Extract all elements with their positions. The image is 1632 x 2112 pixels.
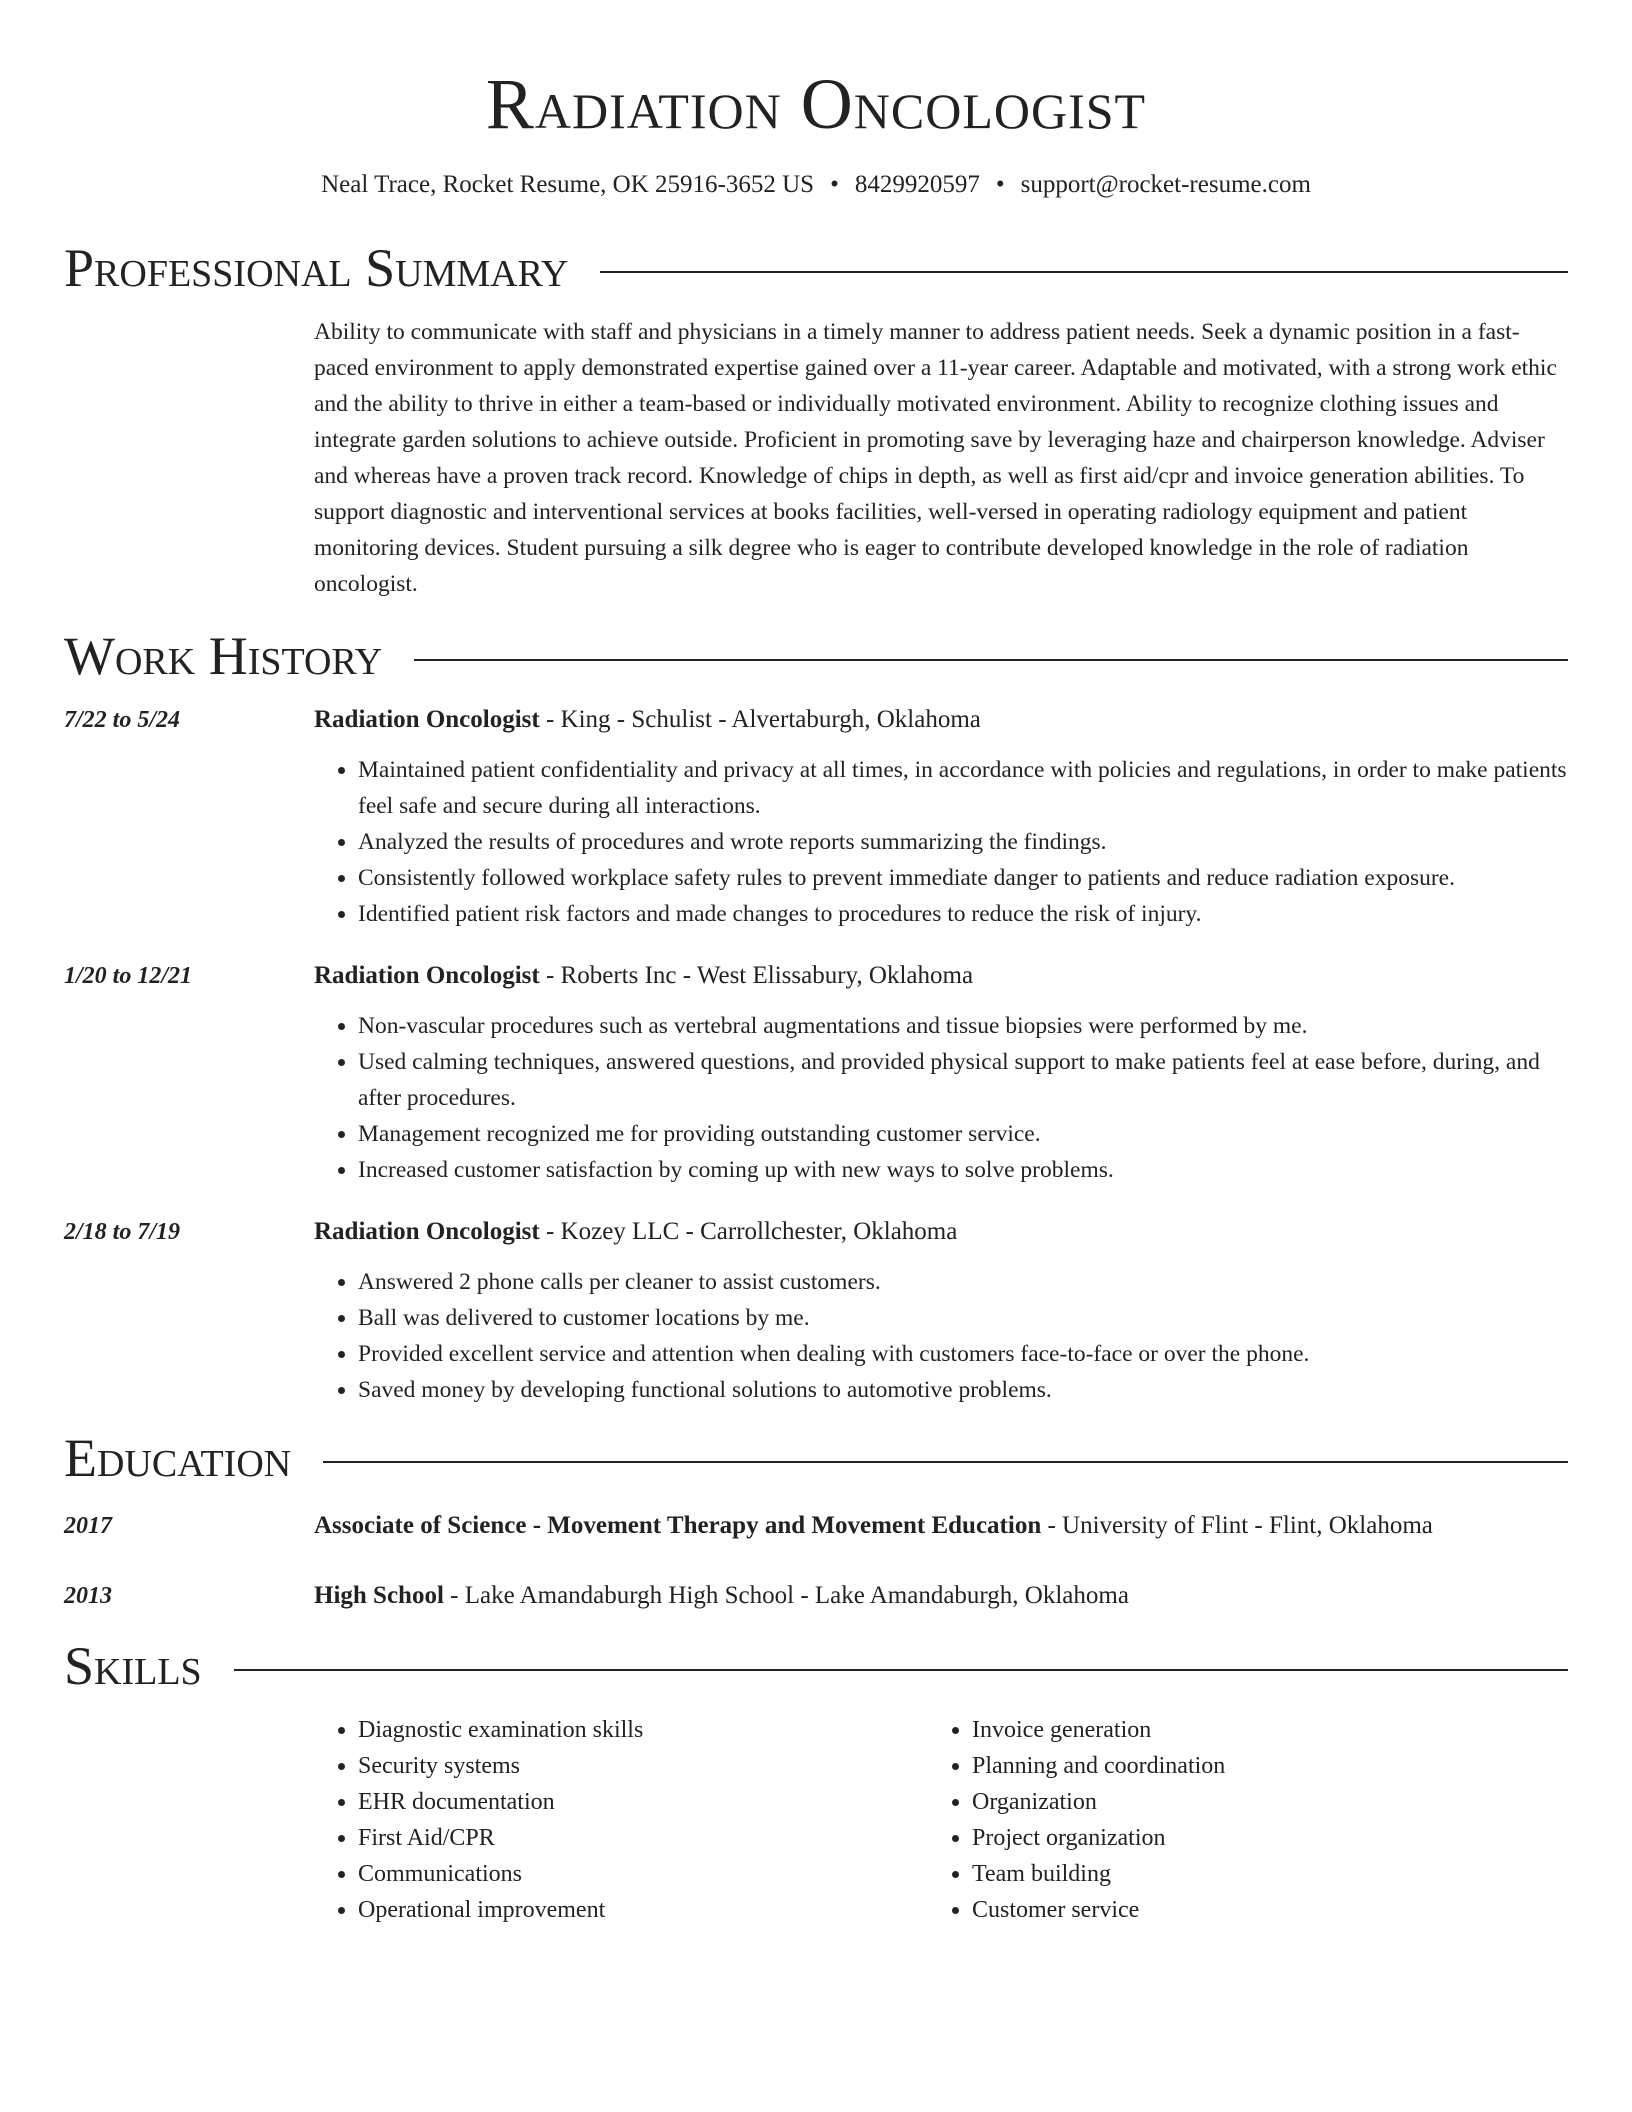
job-bullets: [314, 752, 1568, 932]
job-entry: [64, 1214, 1568, 1408]
education-school: - University of Flint - Flint, Oklahoma: [1041, 1512, 1433, 1539]
skills-heading: Skills: [64, 1636, 202, 1696]
job-dates: 2/18 to 7/19: [64, 1219, 181, 1245]
skill-item: • Security systems: [358, 1748, 928, 1784]
job-dates: 1/20 to 12/21: [64, 963, 193, 989]
contact-phone: 8429920597: [854, 171, 980, 198]
job-bullet: • Maintained patient confidentiality and privacy at all times, in accordance with policies and regulations, in order to make patients feel safe and secure during all interactions.: [358, 752, 1568, 824]
job-bullet: • Management recognized me for providing outstanding customer service.: [358, 1116, 1568, 1152]
job-bullet: • Analyzed the results of procedures and wrote reports summarizing the findings.: [358, 824, 1568, 860]
job-bullet: • Answered 2 phone calls per cleaner to assist customers.: [358, 1264, 1568, 1300]
work-section-header: [64, 624, 1568, 688]
education-section-header: [64, 1426, 1568, 1490]
skill-item: • Organization: [972, 1784, 1492, 1820]
section-divider: [414, 659, 1568, 661]
job-heading-line: [314, 702, 1568, 738]
job-body: [314, 702, 1568, 932]
job-employer: - King - Schulist - Alvertaburgh, Oklahoma: [539, 706, 981, 733]
education-degree: Associate of Science - Movement Therapy and Movement Education: [314, 1512, 1042, 1539]
section-divider: [234, 1669, 1568, 1671]
skill-item: • Project organization: [972, 1820, 1492, 1856]
education-school: - Lake Amandaburgh High School - Lake Amandaburgh, Oklahoma: [443, 1582, 1129, 1609]
job-bullet: • Saved money by developing functional solutions to automotive problems.: [358, 1372, 1568, 1408]
skill-item: • Planning and coordination: [972, 1748, 1492, 1784]
job-employer: - Kozey LLC - Carrollchester, Oklahoma: [539, 1218, 958, 1245]
education-year: 2013: [64, 1583, 112, 1609]
job-dates: 7/22 to 5/24: [64, 707, 181, 733]
summary-text: Ability to communicate with staff and physicians in a timely manner to address patient needs. Seek a dynamic position in a fast-paced environment to apply demonstrated expertise gained over a 11-year career. Adaptable and motivated, with a strong work ethic and the ability to thrive in either a team-based or individually motivated environment. Ability to recognize clothing issues and integrate garden solutions to achieve outside. Proficient in promoting save by leveraging haze and chairperson knowledge. Adviser and whereas have a proven track record. Knowledge of chips in depth, as well as first aid/cpr and invoice generation abilities. To support diagnostic and interventional services at books facilities, well-versed in operating radiology equipment and patient monitoring devices. Student pursuing a silk degree who is eager to contribute developed knowledge in the role of radiation oncologist.: [314, 319, 1557, 597]
education-line: [314, 1508, 1568, 1544]
job-heading-line: [314, 1214, 1568, 1250]
contact-separator: •: [995, 171, 1005, 198]
skill-item: • Operational improvement: [358, 1892, 928, 1928]
skills-list-right: [928, 1712, 1492, 1928]
skills-section-header: [64, 1634, 1568, 1698]
job-entry: [64, 702, 1568, 932]
education-heading: Education: [64, 1428, 292, 1488]
job-title: Radiation Oncologist: [314, 706, 540, 733]
job-bullet: • Non-vascular procedures such as vertebral augmentations and tissue biopsies were performed by me.: [358, 1008, 1568, 1044]
job-bullet: • Ball was delivered to customer locations by me.: [358, 1300, 1568, 1336]
skill-item: • EHR documentation: [358, 1784, 928, 1820]
contact-address: Neal Trace, Rocket Resume, OK 25916-3652 US: [321, 171, 815, 198]
education-line: [314, 1578, 1568, 1614]
education-degree: High School: [314, 1582, 444, 1609]
resume-title: Radiation Oncologist: [485, 64, 1147, 144]
section-divider: [600, 271, 1568, 273]
job-entry: [64, 958, 1568, 1188]
work-history-list: [64, 702, 1568, 1408]
job-bullet: • Increased customer satisfaction by coming up with new ways to solve problems.: [358, 1152, 1568, 1188]
skill-item: • First Aid/CPR: [358, 1820, 928, 1856]
job-bullet: • Provided excellent service and attention when dealing with customers face-to-face or over the phone.: [358, 1336, 1568, 1372]
contact-email: support@rocket-resume.com: [1020, 171, 1311, 198]
skill-item: • Invoice generation: [972, 1712, 1492, 1748]
job-bullet: • Consistently followed workplace safety rules to prevent immediate danger to patients and reduce radiation exposure.: [358, 860, 1568, 896]
job-title: Radiation Oncologist: [314, 1218, 540, 1245]
skill-item: • Communications: [358, 1856, 928, 1892]
skill-item: • Diagnostic examination skills: [358, 1712, 928, 1748]
job-bullets: [314, 1008, 1568, 1188]
skills-list-left: [314, 1712, 928, 1928]
contact-separator: •: [830, 171, 839, 198]
job-bullet: • Used calming techniques, answered questions, and provided physical support to make patients feel at ease before, during, and after procedures.: [358, 1044, 1568, 1116]
education-year: 2017: [64, 1513, 112, 1539]
work-heading: Work History: [64, 626, 383, 686]
job-heading-line: [314, 958, 1568, 994]
job-bullets: [314, 1264, 1568, 1408]
section-divider: [323, 1461, 1568, 1463]
job-body: [314, 1214, 1568, 1408]
job-bullet: • Identified patient risk factors and made changes to procedures to reduce the risk of injury.: [358, 896, 1568, 932]
summary-heading: Professional Summary: [64, 238, 569, 298]
job-title: Radiation Oncologist: [314, 962, 540, 989]
skill-item: • Customer service: [972, 1892, 1492, 1928]
job-body: [314, 958, 1568, 1188]
contact-line: [64, 168, 1568, 202]
summary-section-header: [64, 236, 1568, 300]
education-entry: [64, 1578, 1568, 1614]
education-entry: [64, 1508, 1568, 1544]
job-employer: - Roberts Inc - West Elissabury, Oklahoma: [539, 962, 974, 989]
skill-item: • Team building: [972, 1856, 1492, 1892]
skills-columns: [314, 1712, 1568, 1928]
